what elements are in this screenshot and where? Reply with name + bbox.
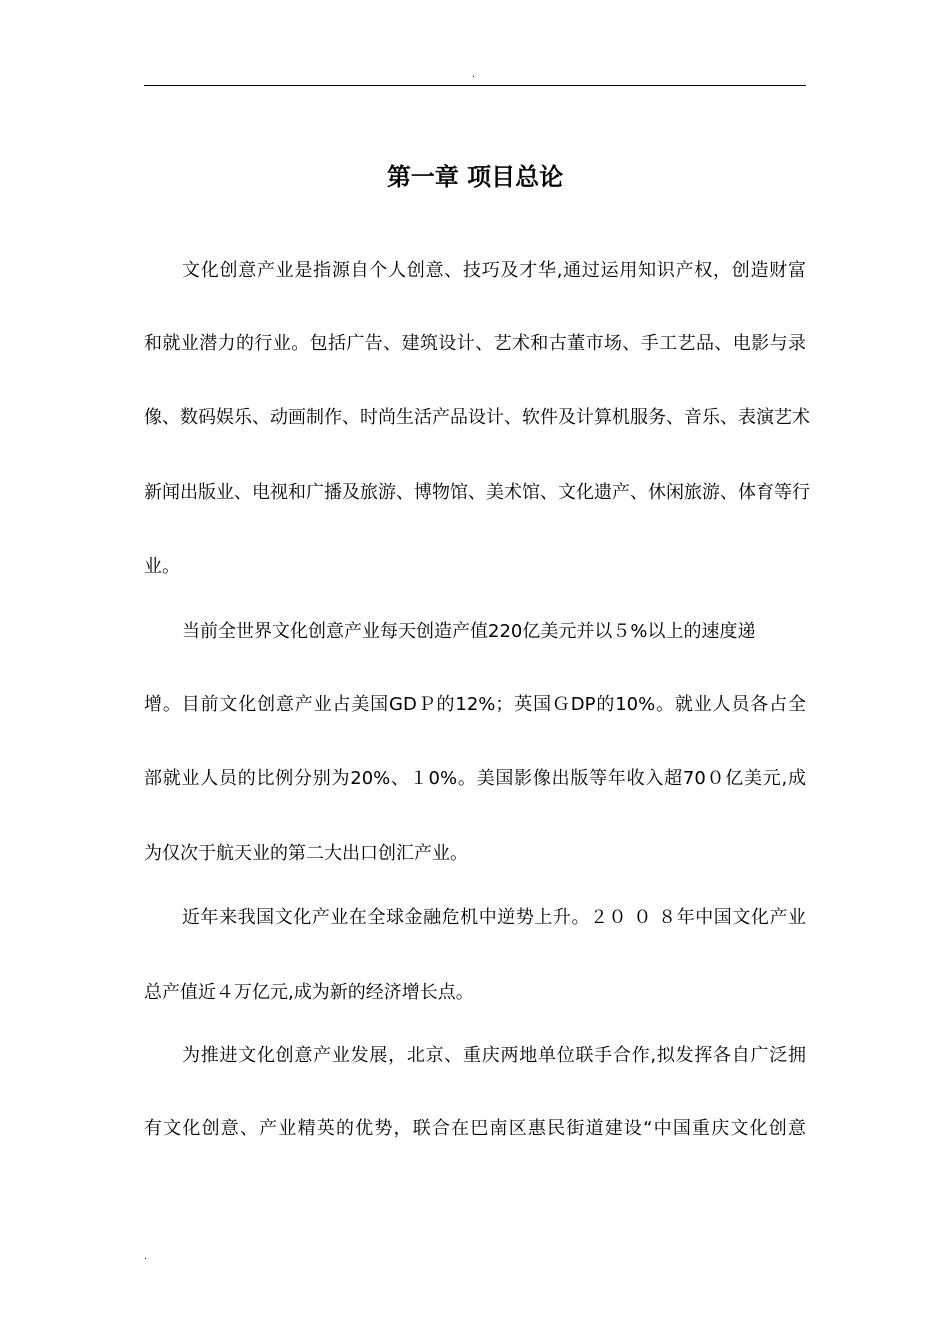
paragraph-line: 为推进文化创意产业发展，北京、重庆两地单位联手合作,拟发挥各自广泛拥 (182, 1045, 806, 1066)
paragraph-line: 为仅次于航天业的第二大出口创汇产业。 (144, 843, 468, 864)
paragraph-line: 总产值近４万亿元,成为新的经济增长点。 (144, 982, 474, 1003)
paragraph-line: 像、数码娱乐、动画制作、时尚生活产品设计、软件及计算机服务、音乐、表演艺术 (144, 407, 810, 428)
paragraph-line: 新闻出版业、电视和广播及旅游、博物馆、美术馆、文化遗产、休闲旅游、体育等行 (144, 482, 810, 503)
paragraph-line: 文化创意产业是指源自个人创意、技巧及才华,通过运用知识产权，创造财富 (182, 260, 806, 281)
paragraph-line: 和就业潜力的行业。包括广告、建筑设计、艺术和古董市场、手工艺品、电影与录 (144, 333, 806, 354)
paragraph-line: 增。目前文化创意产业占美国GDＰ的12%；英国ＧDP的10%。就业人员各占全 (144, 694, 806, 715)
paragraph-line: 业。 (144, 556, 180, 577)
paragraph-line: 近年来我国文化产业在全球金融危机中逆势上升。２０ ０ ８年中国文化产业 (182, 907, 806, 928)
chapter-title: 第一章 项目总论 (386, 163, 564, 191)
paragraph-line: 当前全世界文化创意产业每天创造产值220亿美元并以５%以上的速度递 (182, 621, 756, 642)
paragraph-line: 部就业人员的比例分别为20%、１0%。美国影像出版等年收入超70０亿美元,成 (144, 768, 806, 789)
header-marker: . (472, 69, 476, 80)
footer-marker: . (144, 1251, 148, 1262)
paragraph-line: 有文化创意、产业精英的优势，联合在巴南区惠民街道建设“中国重庆文化创意 (144, 1118, 806, 1139)
header-rule (144, 85, 806, 86)
